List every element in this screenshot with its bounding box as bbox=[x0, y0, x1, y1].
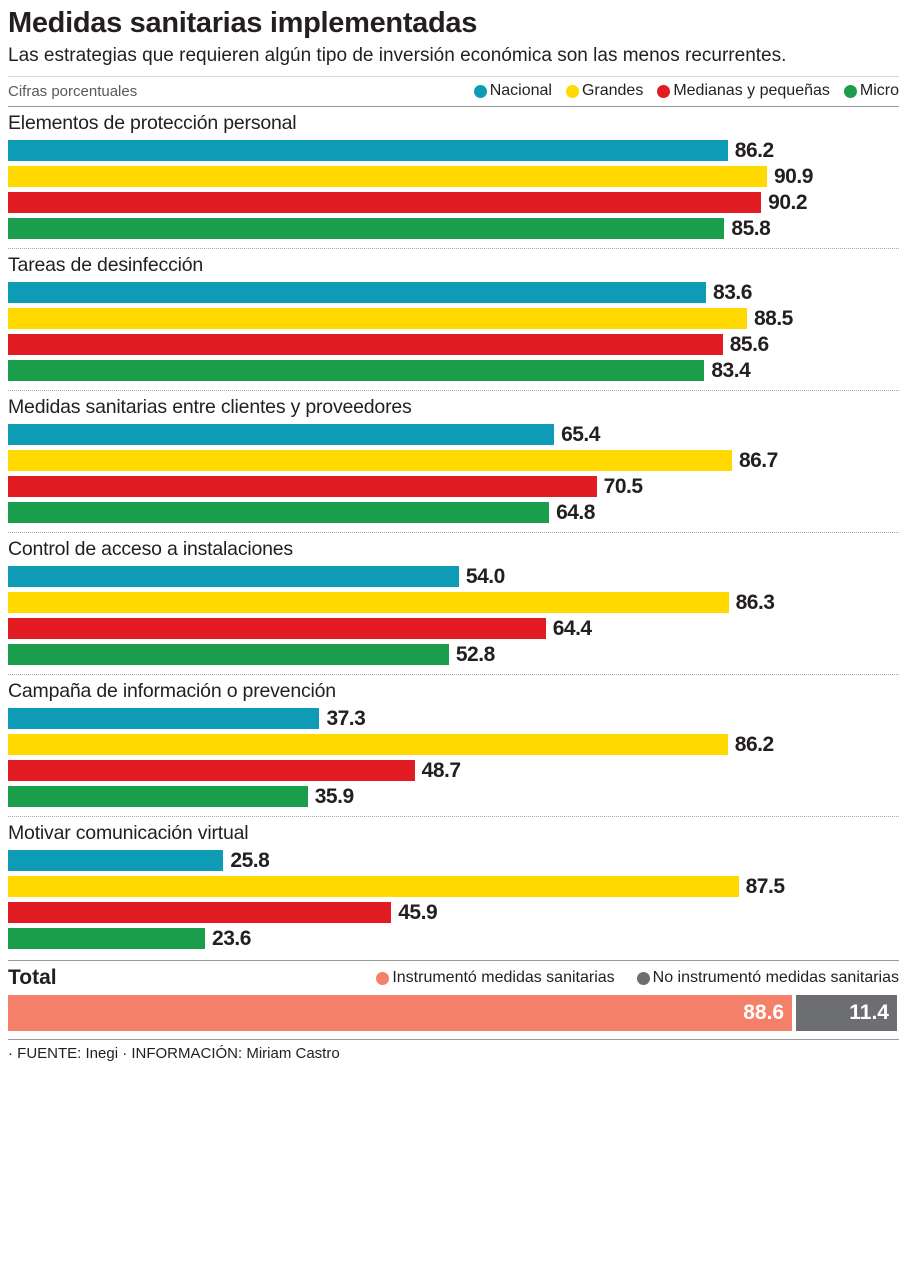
bar-value: 83.6 bbox=[713, 280, 752, 304]
total-segment-value: 88.6 bbox=[743, 1001, 785, 1025]
group-label: Motivar comunicación virtual bbox=[8, 822, 249, 845]
legend-label: No instrumentó medidas sanitarias bbox=[652, 969, 899, 987]
bar-row bbox=[8, 927, 899, 950]
legend-label: Micro bbox=[859, 82, 899, 100]
bar-nacional bbox=[8, 140, 728, 161]
bar-medianas-y-pequeñas bbox=[8, 192, 761, 213]
bar-medianas-y-pequeñas bbox=[8, 902, 391, 923]
bar-grandes bbox=[8, 166, 767, 187]
bar-row bbox=[8, 165, 899, 188]
bar-value: 85.8 bbox=[731, 216, 771, 240]
group-label: Medidas sanitarias entre clientes y proveedores bbox=[8, 396, 412, 419]
bar-micro bbox=[8, 928, 205, 949]
chart-group bbox=[8, 680, 899, 817]
bar-value: 86.2 bbox=[734, 138, 774, 162]
bar-nacional bbox=[8, 566, 459, 587]
bar-nacional bbox=[8, 850, 223, 871]
bar-medianas-y-pequeñas bbox=[8, 334, 723, 355]
group-label: Tareas de desinfección bbox=[8, 254, 204, 277]
chart-group bbox=[8, 112, 899, 249]
chart-group bbox=[8, 396, 899, 533]
legend-item-nacional bbox=[474, 82, 552, 100]
bar-medianas-y-pequeñas bbox=[8, 618, 546, 639]
group-label: Elementos de protección personal bbox=[8, 112, 297, 135]
legend-dot-icon bbox=[474, 85, 487, 98]
chart-groups bbox=[8, 112, 899, 958]
bar-value: 90.2 bbox=[768, 190, 808, 214]
bar-value: 35.9 bbox=[314, 784, 354, 808]
bar-row bbox=[8, 591, 899, 614]
bar-nacional bbox=[8, 424, 554, 445]
bar-value: 25.8 bbox=[230, 848, 270, 872]
bar-row bbox=[8, 707, 899, 730]
bar-value: 90.9 bbox=[774, 164, 813, 188]
bar-value: 23.6 bbox=[212, 926, 251, 950]
group-label: Campaña de información o prevención bbox=[8, 680, 336, 703]
bar-row bbox=[8, 217, 899, 240]
bar-row bbox=[8, 643, 899, 666]
source-footer: · FUENTE: Inegi · INFORMACIÓN: Miriam Castro bbox=[8, 1039, 899, 1062]
bar-value: 86.2 bbox=[734, 732, 774, 756]
bar-grandes bbox=[8, 450, 732, 471]
total-label: Total bbox=[8, 966, 57, 990]
bar-row bbox=[8, 449, 899, 472]
bar-value: 88.5 bbox=[753, 306, 793, 330]
bar-value: 65.4 bbox=[561, 422, 600, 446]
bar-value: 37.3 bbox=[326, 706, 366, 730]
bar-nacional bbox=[8, 282, 706, 303]
bar-grandes bbox=[8, 734, 728, 755]
bar-row bbox=[8, 565, 899, 588]
legend-dot-icon bbox=[566, 85, 579, 98]
bar-row bbox=[8, 849, 899, 872]
bar-value: 87.5 bbox=[745, 874, 785, 898]
bar-row bbox=[8, 307, 899, 330]
page-title: Medidas sanitarias implementadas bbox=[8, 7, 478, 39]
bar-grandes bbox=[8, 308, 747, 329]
legend-dot-icon bbox=[844, 85, 857, 98]
bar-value: 52.8 bbox=[455, 642, 495, 666]
bar-row bbox=[8, 359, 899, 382]
chart-group bbox=[8, 254, 899, 391]
legend bbox=[8, 76, 899, 107]
page-subtitle: Las estrategias que requieren algún tipo de inversión económica son las menos recurrentes. bbox=[8, 45, 787, 67]
bar-value: 70.5 bbox=[603, 474, 643, 498]
bar-value: 85.6 bbox=[729, 332, 769, 356]
group-label: Control de acceso a instalaciones bbox=[8, 538, 293, 561]
bar-row bbox=[8, 875, 899, 898]
total-segment bbox=[796, 995, 897, 1031]
bar-micro bbox=[8, 218, 724, 239]
bar-micro bbox=[8, 502, 549, 523]
legend-item-medianas bbox=[657, 82, 830, 100]
bar-value: 64.8 bbox=[556, 500, 595, 524]
bar-row bbox=[8, 501, 899, 524]
legend-dot-icon bbox=[376, 972, 389, 985]
legend-dot-icon bbox=[657, 85, 670, 98]
bar-nacional bbox=[8, 708, 319, 729]
bar-row bbox=[8, 281, 899, 304]
legend-label: Medianas y pequeñas bbox=[673, 82, 830, 100]
bar-value: 86.7 bbox=[738, 448, 778, 472]
units-label: Cifras porcentuales bbox=[8, 82, 138, 100]
bar-row bbox=[8, 785, 899, 808]
bar-row bbox=[8, 733, 899, 756]
bar-grandes bbox=[8, 592, 729, 613]
infographic-chart bbox=[0, 8, 907, 1288]
bar-micro bbox=[8, 786, 308, 807]
legend-item-no-instrumento bbox=[637, 969, 899, 987]
bar-micro bbox=[8, 360, 704, 381]
bar-row bbox=[8, 191, 899, 214]
total-segment-value: 11.4 bbox=[849, 1001, 889, 1025]
legend-label: Instrumentó medidas sanitarias bbox=[392, 969, 615, 987]
bar-micro bbox=[8, 644, 449, 665]
legend-items bbox=[474, 82, 899, 100]
bar-row bbox=[8, 901, 899, 924]
total-segment bbox=[8, 995, 792, 1031]
bar-row bbox=[8, 475, 899, 498]
chart-group bbox=[8, 538, 899, 675]
legend-label: Grandes bbox=[581, 82, 644, 100]
bar-row bbox=[8, 333, 899, 356]
bar-row bbox=[8, 759, 899, 782]
bar-value: 48.7 bbox=[421, 758, 461, 782]
bar-value: 86.3 bbox=[735, 590, 775, 614]
bar-value: 83.4 bbox=[711, 358, 751, 382]
bar-grandes bbox=[8, 876, 739, 897]
chart-group bbox=[8, 822, 899, 958]
total-bar bbox=[8, 995, 899, 1031]
bar-row bbox=[8, 139, 899, 162]
bar-medianas-y-pequeñas bbox=[8, 476, 597, 497]
bar-value: 64.4 bbox=[552, 616, 592, 640]
legend-item-instrumento bbox=[376, 969, 614, 987]
bar-row bbox=[8, 423, 899, 446]
total-legend bbox=[57, 969, 899, 987]
legend-item-grandes bbox=[566, 82, 643, 100]
legend-label: Nacional bbox=[489, 82, 552, 100]
bar-value: 54.0 bbox=[465, 564, 505, 588]
bar-row bbox=[8, 617, 899, 640]
bar-value: 45.9 bbox=[398, 900, 438, 924]
legend-item-micro bbox=[844, 82, 899, 100]
legend-dot-icon bbox=[637, 972, 650, 985]
bar-medianas-y-pequeñas bbox=[8, 760, 415, 781]
total-header bbox=[8, 960, 899, 990]
